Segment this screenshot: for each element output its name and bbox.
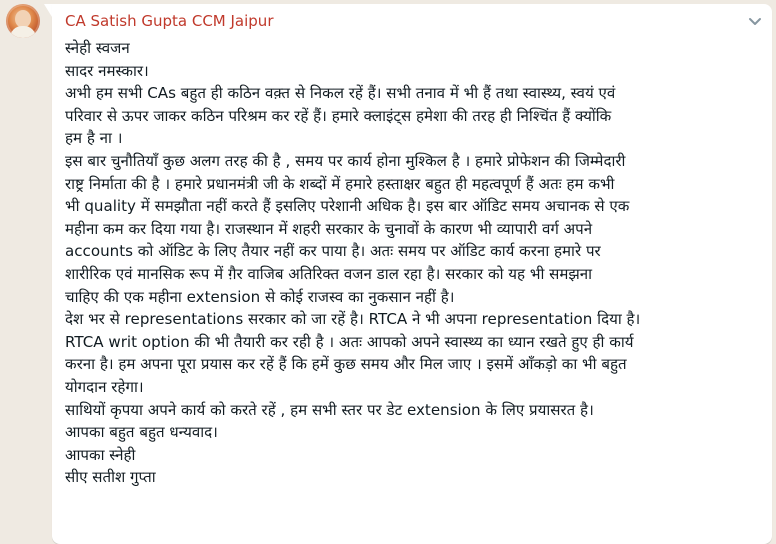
message-line: accounts को ऑडिट के लिए तैयार नहीं कर पाया है। अतः समय पर ऑडिट कार्य करना हमारे पर (65, 242, 601, 261)
message-line: राष्ट्र निर्माता की है । हमारे प्रधानमंत्री जी के शब्दों में हमारे हस्ताक्षर बहुत ही महत्वपूर्ण हैं अतः हम कभी (65, 174, 615, 193)
message-line: शारीरिक एवं मानसिक रूप में ग़ैर वाजिब अतिरिक्त वजन डाल रहा है। सरकार को यह भी समझना (65, 264, 593, 283)
message-line: स्नेही स्वजन (65, 39, 130, 57)
sender-name[interactable]: CA Satish Gupta CCM Jaipur (65, 12, 274, 30)
message-line: इस बार चुनौतियाँ कुछ अलग तरह की है , समय पर कार्य होना मुश्किल है । हमारे प्रोफेशन की जिम्मेदारी (65, 151, 626, 170)
message-line: सादर नमस्कार। (65, 61, 149, 80)
message-bubble[interactable] (52, 4, 772, 544)
message-line: आपका बहुत बहुत धन्यवाद। (65, 423, 218, 442)
message-line: सीए सतीश गुप्ता (65, 468, 156, 487)
message-line: योगदान रहेगा। (65, 377, 144, 396)
message-line: देश भर से representations सरकार को जा रहें है। RTCA ने भी अपना representation दिया है। (65, 310, 641, 329)
avatar-body (10, 26, 36, 38)
message-line: RTCA writ option की भी तैयारी कर रही है । अतः आपको अपने स्वास्थ्य का ध्यान रखते हुए ही कार्य (65, 332, 634, 351)
message-line: महीना कम कर दिया गया है। राजस्थान में शहरी सरकार के चुनावों के कारण भी व्यापारी वर्ग अपने (65, 219, 593, 238)
message-line: भी quality में समझौता नहीं करते हैं इसलिए परेशानी अधिक है। इस बार ऑडिट समय अचानक से एक (65, 197, 630, 216)
bubble-tail (44, 4, 52, 17)
message-line: चाहिए की एक महीना extension से कोई राजस्व का नुकसान नहीं है। (65, 287, 455, 306)
message-line: परिवार से ऊपर जाकर कठिन परिश्रम कर रहें हैं। हमारे क्लाइंट्स हमेशा की तरह ही निश्चिंत हैं क्योंकि (65, 106, 612, 125)
message-line: हम है ना । (65, 129, 123, 148)
message-menu-chevron-icon[interactable] (746, 13, 764, 31)
message-text (65, 37, 765, 489)
message-line: करना है। हम अपना पूरा प्रयास कर रहें हैं कि हमें कुछ समय और मिल जाए । इसमें आँकड़ो का भी बहुत (65, 355, 627, 374)
message-line: साथियों कृपया अपने कार्य को करते रहें , हम सभी स्तर पर डेट extension के लिए प्रयासरत है। (65, 400, 594, 419)
message-line: अभी हम सभी CAs बहुत ही कठिन वक़्त से निकल रहें हैं। सभी तनाव में भी हैं तथा स्वास्थ्य, स्वयं एवं (65, 84, 616, 103)
message-line: आपका स्नेही (65, 445, 136, 464)
sender-avatar[interactable] (6, 4, 40, 38)
